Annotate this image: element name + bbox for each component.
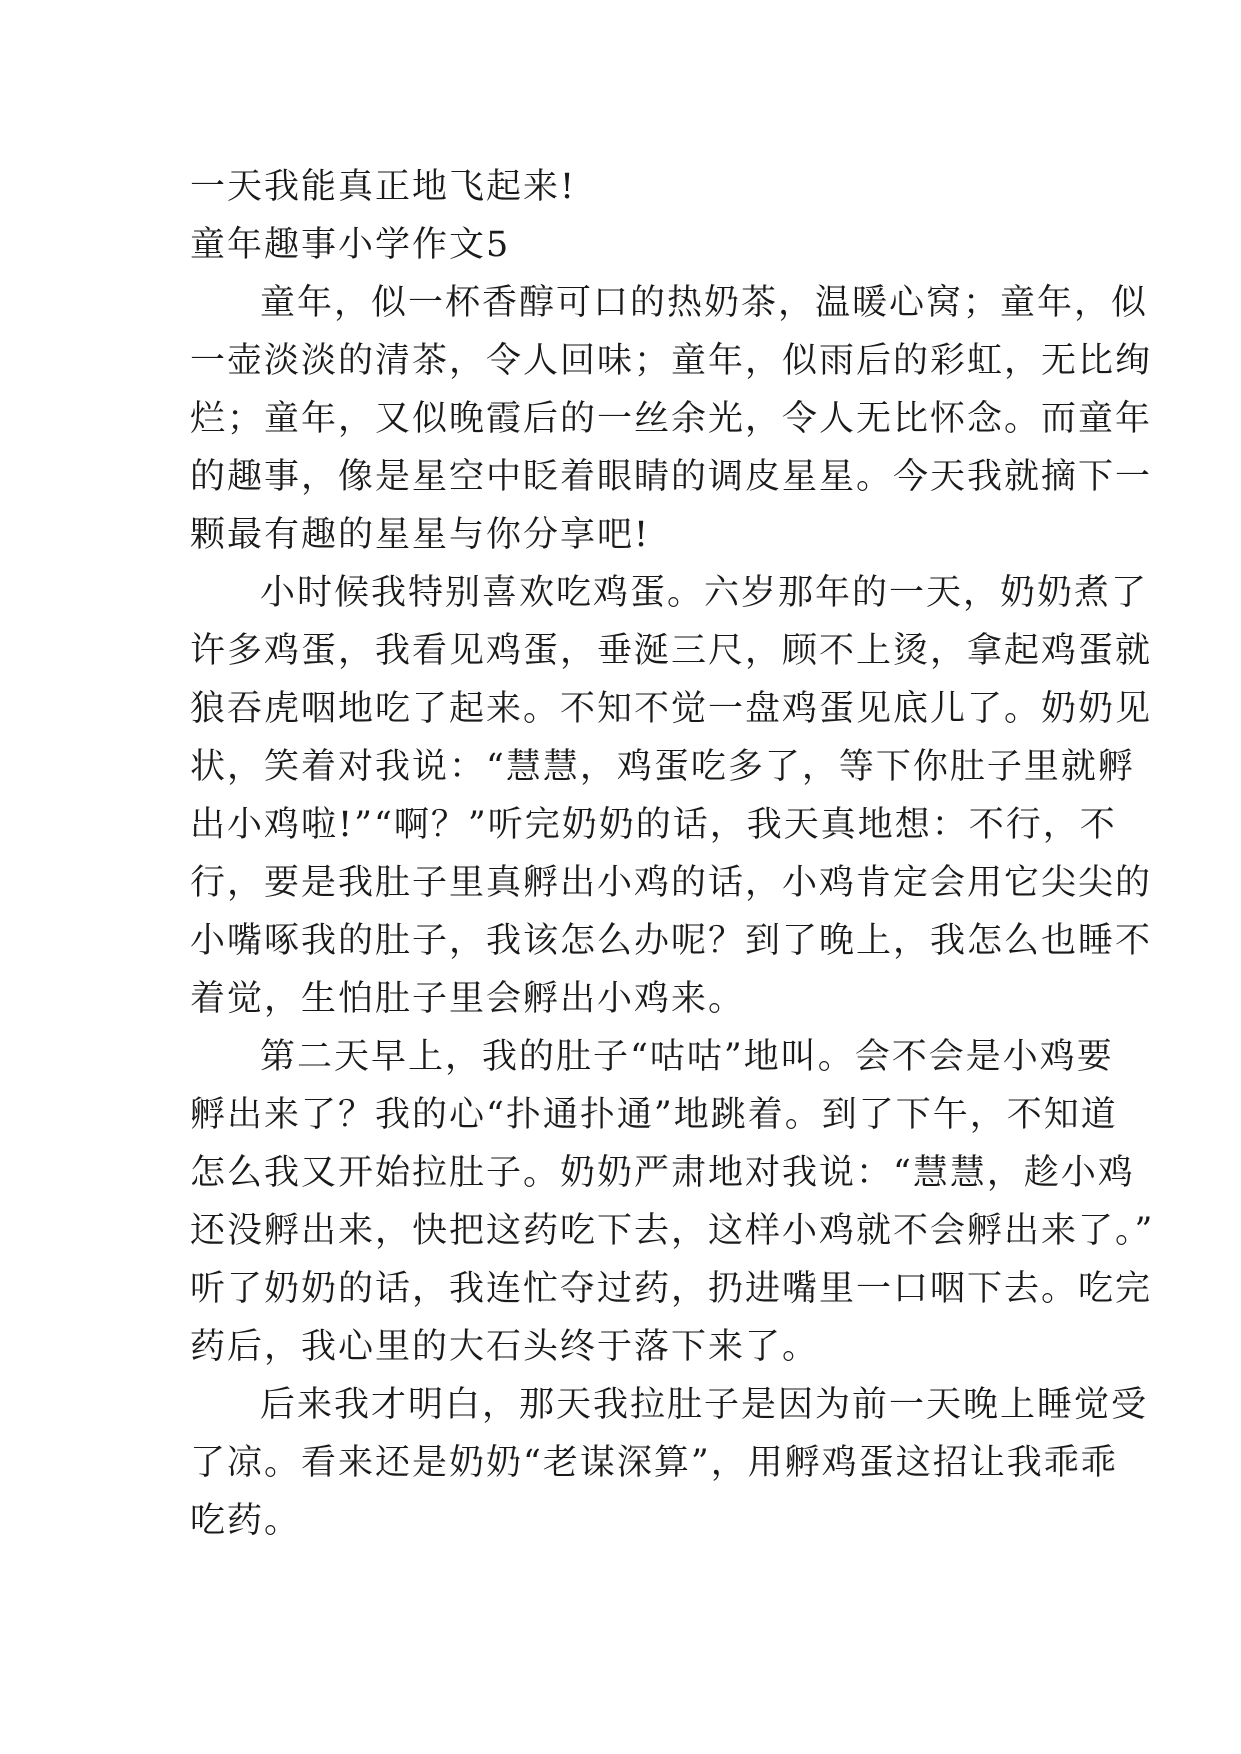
paragraph-line: 听了奶奶的话，我连忙夺过药，扔进嘴里一口咽下去。吃完 xyxy=(190,1269,1153,1309)
paragraph-line: 药后，我心里的大石头终于落下来了。 xyxy=(190,1327,820,1367)
paragraph-line: 第二天早上，我的肚子“咕咕”地叫。会不会是小鸡要 xyxy=(260,1037,1114,1077)
paragraph-line: 一壶淡淡的清茶，令人回味；童年，似雨后的彩虹，无比绚 xyxy=(190,341,1153,381)
paragraph-line: 还没孵出来，快把这药吃下去，这样小鸡就不会孵出来了。” xyxy=(190,1211,1155,1251)
paragraph-line: 孵出来了？我的心“扑通扑通”地跳着。到了下午，不知道 xyxy=(190,1095,1118,1135)
paragraph-line: 的趣事，像是星空中眨着眼睛的调皮星星。今天我就摘下一 xyxy=(190,457,1153,497)
paragraph-line: 出小鸡啦!”“啊？”听完奶奶的话，我天真地想：不行，不 xyxy=(190,805,1117,845)
paragraph-3 xyxy=(190,1028,1155,1376)
paragraph-line: 后来我才明白，那天我拉肚子是因为前一天晚上睡觉受 xyxy=(260,1385,1149,1425)
paragraph-line: 吃药。 xyxy=(190,1501,302,1541)
carryover-line: 一天我能真正地飞起来! xyxy=(190,167,577,207)
paragraph-line: 了凉。看来还是奶奶“老谋深算”，用孵鸡蛋这招让我乖乖 xyxy=(190,1443,1118,1483)
paragraph-line: 颗最有趣的星星与你分享吧! xyxy=(190,515,651,555)
paragraph-line: 烂；童年，又似晚霞后的一丝余光，令人无比怀念。而童年 xyxy=(190,399,1153,439)
paragraph-line: 小嘴啄我的肚子，我该怎么办呢？到了晚上，我怎么也睡不 xyxy=(190,921,1153,961)
essay-heading: 童年趣事小学作文5 xyxy=(190,225,511,265)
paragraph-line: 童年，似一杯香醇可口的热奶茶，温暖心窝；童年，似 xyxy=(260,283,1149,323)
paragraph-line: 小时候我特别喜欢吃鸡蛋。六岁那年的一天，奶奶煮了 xyxy=(260,573,1149,613)
paragraph-2 xyxy=(190,564,1153,1028)
paragraph-line: 狼吞虎咽地吃了起来。不知不觉一盘鸡蛋见底儿了。奶奶见 xyxy=(190,689,1153,729)
paragraph-1 xyxy=(190,274,1153,564)
paragraph-4 xyxy=(190,1376,1149,1550)
paragraph-line: 着觉，生怕肚子里会孵出小鸡来。 xyxy=(190,979,746,1019)
paragraph-line: 状，笑着对我说：“慧慧，鸡蛋吃多了，等下你肚子里就孵 xyxy=(190,747,1135,787)
document-page xyxy=(190,158,1155,1550)
paragraph-line: 许多鸡蛋，我看见鸡蛋，垂涎三尺，顾不上烫，拿起鸡蛋就 xyxy=(190,631,1153,671)
paragraph-line: 行，要是我肚子里真孵出小鸡的话，小鸡肯定会用它尖尖的 xyxy=(190,863,1153,903)
paragraph-line: 怎么我又开始拉肚子。奶奶严肃地对我说：“慧慧，趁小鸡 xyxy=(190,1153,1135,1193)
